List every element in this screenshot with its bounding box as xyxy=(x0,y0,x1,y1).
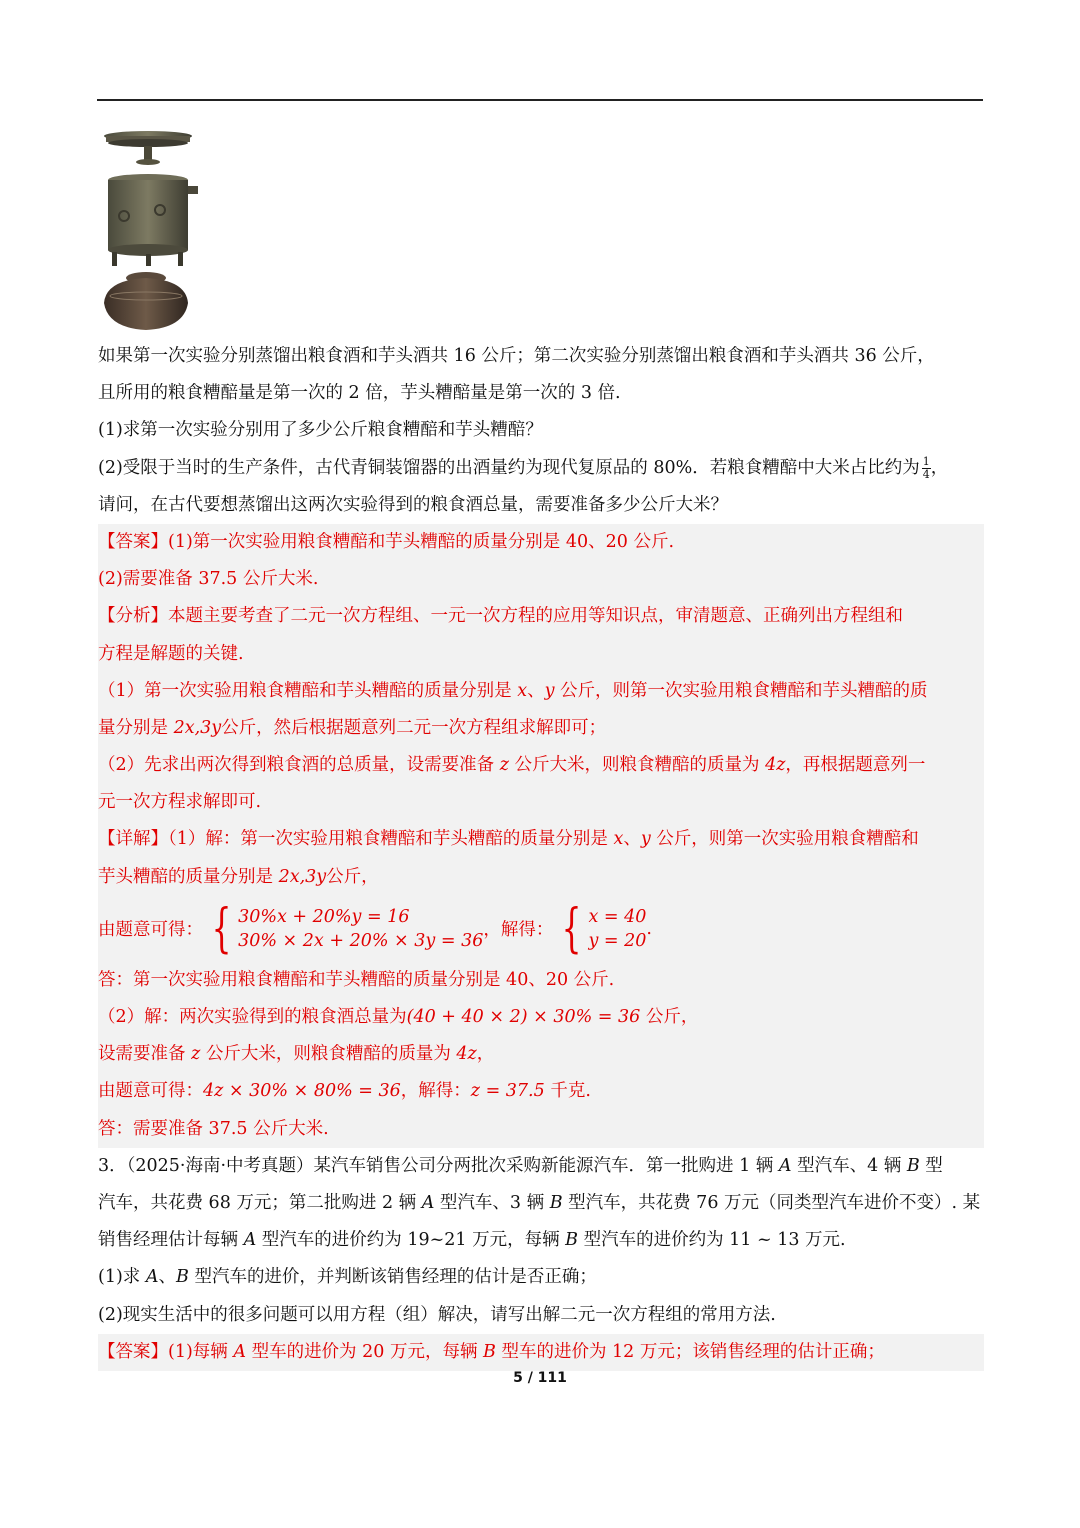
answer-tag: 【答案】 xyxy=(98,1341,168,1362)
problem2-question-line1: 如果第一次实验分别蒸馏出粮食酒和芋头酒共 16 公斤；第二次实验分别蒸馏出粮食酒和芋头酒共 36 公斤， xyxy=(98,346,935,366)
analysis-tag: 【分析】 xyxy=(98,606,168,627)
detail-line2: 芋头糟醅的质量分别是 2x,3y公斤， xyxy=(98,859,984,896)
answer-line1: 【答案】(1)第一次实验用粮食糟醅和芋头糟醅的质量分别是 40、20 公斤. xyxy=(98,524,984,561)
analysis-line5: （2）先求出两次得到粮食酒的总质量，设需要准备 z 公斤大米，则粮食糟醅的质量为 4z，再根据题意列一 xyxy=(98,747,984,784)
problem3-question-2: (2)现实生活中的很多问题可以用方程（组）解决，请写出解二元一次方程组的常用方法. xyxy=(98,1304,776,1325)
detail-line5: 由题意可得：4z × 30% × 80% = 36，解得：z = 37.5 千克. xyxy=(98,1073,984,1110)
problem2-question-2: (2)受限于当时的生产条件，古代青铜装馏器的出酒量约为现代复原品的 80%．若粮食糟醅中大米占比约为 $\frac{1}{4}$ ， xyxy=(98,454,949,481)
page-number: 5 / 111 xyxy=(513,1370,567,1386)
detail-line4: 设需要准备 z 公斤大米，则粮食糟醅的质量为 4z， xyxy=(98,1036,984,1073)
problem3-line1: 3．（2025·海南·中考真题）某汽车销售公司分两批次采购新能源汽车．第一批购进 1 辆 A 型汽车、4 辆 B 型 xyxy=(98,1155,943,1176)
problem2-question-line2: 且所用的粮食糟醅量是第一次的 2 倍，芋头糟醅量是第一次的 3 倍. xyxy=(98,383,621,404)
bronze-distiller-illustration xyxy=(98,128,200,333)
detail-answer1: 答：第一次实验用粮食糟醅和芋头糟醅的质量分别是 40、20 公斤. xyxy=(98,962,984,999)
problem3-question-1: (1)求 A、B 型汽车的进价，并判断该销售经理的估计是否正确； xyxy=(98,1267,597,1288)
header-rule xyxy=(97,99,983,101)
answer-tag: 【答案】 xyxy=(98,531,168,552)
detail-line1: 【详解】（1）解：第一次实验用粮食糟醅和芋头糟醅的质量分别是 x、y 公斤，则第一次实验用粮食糟醅和 xyxy=(98,821,984,858)
left-brace-solution: { xyxy=(561,898,582,959)
analysis-line4: 量分别是 2x,3y公斤，然后根据题意列二元一次方程组求解即可； xyxy=(98,710,984,747)
analysis-line1: 【分析】本题主要考查了二元一次方程组、一元一次方程的应用等知识点，审清题意、正确列出方程组和 xyxy=(98,598,984,635)
solution-system: x = 40 y = 20 xyxy=(588,906,647,951)
analysis-line3: （1）第一次实验用粮食糟醅和芋头糟醅的质量分别是 x、y 公斤，则第一次实验用粮食糟醅和芋头糟醅的质 xyxy=(98,673,984,710)
problem3-line3: 销售经理估计每辆 A 型汽车的进价约为 19~21 万元，每辆 B 型汽车的进价约为 11 ~ 13 万元. xyxy=(98,1230,846,1251)
detail-answer2: 答：需要准备 37.5 公斤大米. xyxy=(98,1111,984,1148)
document-body xyxy=(98,338,984,1371)
problem3-line2: 汽车，共花费 68 万元；第二批购进 2 辆 A 型汽车、3 辆 B 型汽车，共花费 76 万元（同类型汽车进价不变）. 某 xyxy=(98,1192,981,1213)
problem2-question-1: (1)求第一次实验分别用了多少公斤粮食糟醅和芋头糟醅？ xyxy=(98,420,543,441)
equation-system-line: 由题意可得： { 30%x + 20%y = 16 30% × 2x + 20% × 3y = 36 ，解得： { x = 40 y = 20 . xyxy=(98,896,984,962)
fraction-one-quarter: $\frac{1}{4}$ xyxy=(922,454,930,481)
left-brace: { xyxy=(211,898,232,959)
detail-tag: 【详解】 xyxy=(98,829,168,850)
analysis-line6: 元一次方程求解即可. xyxy=(98,784,984,821)
problem3-answer: 【答案】(1)每辆 A 型车的进价为 20 万元，每辆 B 型车的进价为 12 万元；该销售经理的估计正确； xyxy=(98,1334,984,1371)
analysis-line2: 方程是解题的关键. xyxy=(98,636,984,673)
answer-line2: (2)需要准备 37.5 公斤大米. xyxy=(98,561,984,598)
problem2-question-2-line2: 请问，在古代要想蒸馏出这两次实验得到的粮食酒总量，需要准备多少公斤大米？ xyxy=(98,494,728,515)
equation-system: 30%x + 20%y = 16 30% × 2x + 20% × 3y = 36 xyxy=(238,906,484,951)
detail-line3: （2）解：两次实验得到的粮食酒总量为(40 + 40 × 2) × 30% = 36 公斤， xyxy=(98,999,984,1036)
